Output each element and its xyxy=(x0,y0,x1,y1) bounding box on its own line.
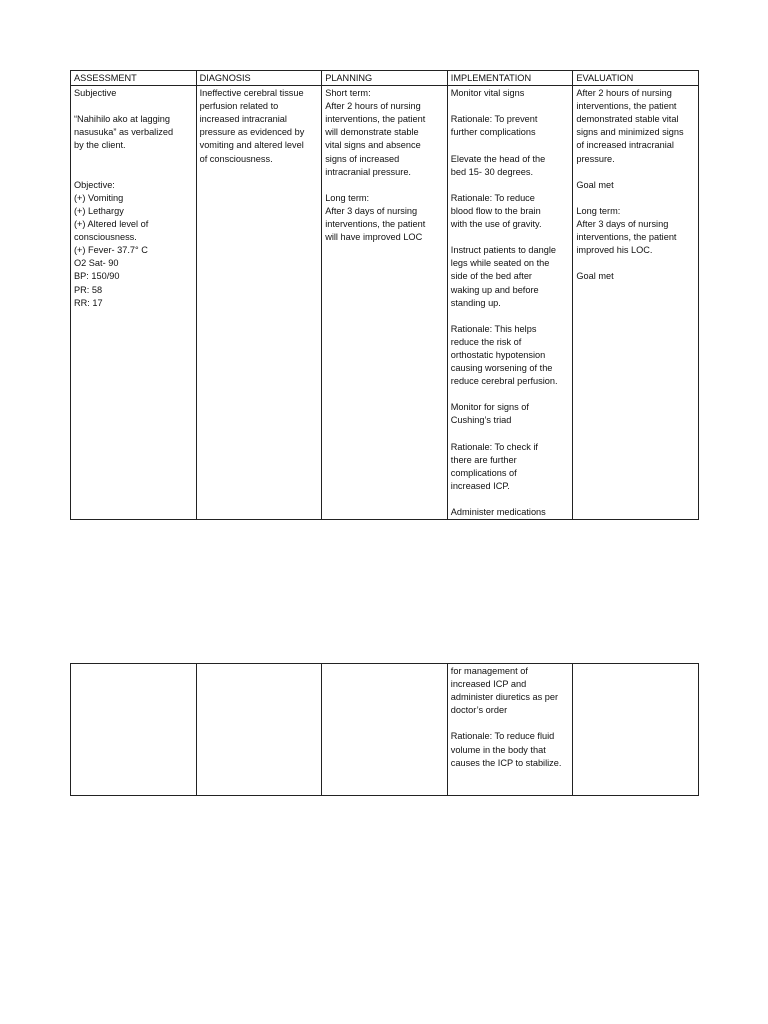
cell-line: causes the ICP to stabilize. xyxy=(450,757,562,768)
cell-line: nasusuka” as verbalized xyxy=(74,127,174,138)
cell-line: standing up. xyxy=(450,297,501,308)
cell-line: interventions, the patient xyxy=(576,232,677,243)
cell-line: Administer medications xyxy=(450,507,546,518)
cell-line: increased intracranial xyxy=(199,114,287,125)
cell-line: (+) Altered level of xyxy=(74,219,149,230)
cell-line xyxy=(451,139,570,152)
assessment-cell xyxy=(71,664,197,796)
cell-line: Objective: xyxy=(74,179,115,190)
cell-line: reduce cerebral perfusion. xyxy=(450,376,558,387)
cell-line: Elevate the head of the xyxy=(450,153,546,164)
cell-line: perfusion related to xyxy=(199,101,279,112)
cell-line: (+) Vomiting xyxy=(74,192,124,203)
cell-line: Rationale: To reduce xyxy=(450,192,535,203)
cell-line: interventions, the patient xyxy=(325,114,426,125)
cell-line: “Nahihilo ako at lagging xyxy=(74,114,171,125)
cell-line: waking up and before xyxy=(450,284,539,295)
cell-line xyxy=(451,493,570,506)
cell-line: Rationale: To check if xyxy=(450,441,538,452)
cell-line: signs of increased xyxy=(325,153,400,164)
cell-line: O2 Sat- 90 xyxy=(74,258,119,269)
cell-line: increased ICP. xyxy=(450,480,510,491)
cell-line: signs and minimized signs xyxy=(576,127,684,138)
care-plan-table-page-1 xyxy=(70,70,699,520)
cell-line: Goal met xyxy=(576,179,614,190)
cell-line: vital signs and absence xyxy=(325,140,421,151)
cell-line xyxy=(451,310,570,323)
cell-line: pressure as evidenced by xyxy=(199,127,305,138)
cell-line: vomiting and altered level xyxy=(199,140,304,151)
cell-line: Instruct patients to dangle xyxy=(450,245,556,256)
cell-line: BP: 150/90 xyxy=(74,271,120,282)
cell-line: consciousness. xyxy=(74,232,137,243)
header-diagnosis: DIAGNOSIS xyxy=(196,71,322,86)
cell-line: of increased intracranial xyxy=(576,140,674,151)
cell-line: further complications xyxy=(450,127,536,138)
header-implementation: IMPLEMENTATION xyxy=(447,71,573,86)
cell-line: Long term: xyxy=(325,192,370,203)
cell-line: Monitor for signs of xyxy=(450,402,529,413)
cell-line xyxy=(451,428,570,441)
cell-line: improved his LOC. xyxy=(576,245,653,256)
cell-line: blood flow to the brain xyxy=(450,205,541,216)
cell-line: Ineffective cerebral tissue xyxy=(199,88,304,99)
cell-line: by the client. xyxy=(74,140,126,151)
cell-line: Subjective xyxy=(74,88,117,99)
cell-line: there are further xyxy=(450,454,517,465)
cell-line: (+) Lethargy xyxy=(74,205,124,216)
cell-line: pressure. xyxy=(576,153,615,164)
cell-line: bed 15- 30 degrees. xyxy=(450,166,534,177)
cell-line: Monitor vital signs xyxy=(450,88,525,99)
cell-line: demonstrated stable vital xyxy=(576,114,679,125)
cell-line: interventions, the patient xyxy=(576,101,677,112)
cell-line: doctor’s order xyxy=(450,705,508,716)
cell-line: will have improved LOC xyxy=(325,232,423,243)
cell-line xyxy=(451,100,570,113)
cell-line: PR: 58 xyxy=(74,284,103,295)
cell-line: will demonstrate stable xyxy=(325,127,419,138)
cell-line: increased ICP and xyxy=(450,679,527,690)
cell-line xyxy=(325,179,444,192)
cell-line xyxy=(451,179,570,192)
planning-cell xyxy=(322,86,448,520)
cell-line: Rationale: To prevent xyxy=(450,114,538,125)
cell-line xyxy=(576,166,695,179)
header-row xyxy=(71,71,699,86)
diagnosis-cell xyxy=(196,86,322,520)
cell-line xyxy=(576,257,695,270)
cell-line xyxy=(451,231,570,244)
planning-cell xyxy=(322,664,448,796)
cell-line xyxy=(451,717,570,730)
table-row xyxy=(71,86,699,520)
cell-line: Long term: xyxy=(576,205,621,216)
cell-line xyxy=(451,388,570,401)
evaluation-cell xyxy=(573,664,699,796)
cell-line: for management of xyxy=(450,666,528,676)
cell-line: Goal met xyxy=(576,271,614,282)
cell-line: reduce the risk of xyxy=(450,336,522,347)
header-evaluation: EVALUATION xyxy=(573,71,699,86)
cell-line: After 3 days of nursing xyxy=(325,205,418,216)
table-row xyxy=(71,664,699,796)
cell-line: After 2 hours of nursing xyxy=(576,88,672,99)
cell-line: Rationale: To reduce fluid xyxy=(450,731,555,742)
cell-line: intracranial pressure. xyxy=(325,166,411,177)
cell-line: Cushing’s triad xyxy=(450,415,512,426)
diagnosis-cell xyxy=(196,664,322,796)
cell-line: of consciousness. xyxy=(199,153,273,164)
cell-line: administer diuretics as per xyxy=(450,692,559,703)
evaluation-cell xyxy=(573,86,699,520)
cell-line: with the use of gravity. xyxy=(450,219,542,230)
cell-line xyxy=(74,100,193,113)
cell-line: (+) Fever- 37.7° C xyxy=(74,245,148,256)
cell-line: volume in the body that xyxy=(450,744,546,755)
assessment-cell xyxy=(71,86,197,520)
cell-line: legs while seated on the xyxy=(450,258,550,269)
header-planning: PLANNING xyxy=(322,71,448,86)
cell-line xyxy=(576,192,695,205)
cell-line xyxy=(74,153,193,166)
cell-line: complications of xyxy=(450,467,517,478)
care-plan-table-page-2 xyxy=(70,663,699,796)
cell-line: causing worsening of the xyxy=(450,363,553,374)
cell-line: Rationale: This helps xyxy=(450,323,537,334)
cell-line: RR: 17 xyxy=(74,297,103,308)
cell-line: orthostatic hypotension xyxy=(450,349,546,360)
cell-line: After 3 days of nursing xyxy=(576,219,669,230)
cell-line: After 2 hours of nursing xyxy=(325,101,421,112)
header-assessment: ASSESSMENT xyxy=(71,71,197,86)
cell-line: Short term: xyxy=(325,88,371,99)
cell-line: interventions, the patient xyxy=(325,219,426,230)
implementation-cell xyxy=(447,664,573,796)
cell-line: side of the bed after xyxy=(450,271,532,282)
implementation-cell xyxy=(447,86,573,520)
cell-line xyxy=(74,166,193,179)
